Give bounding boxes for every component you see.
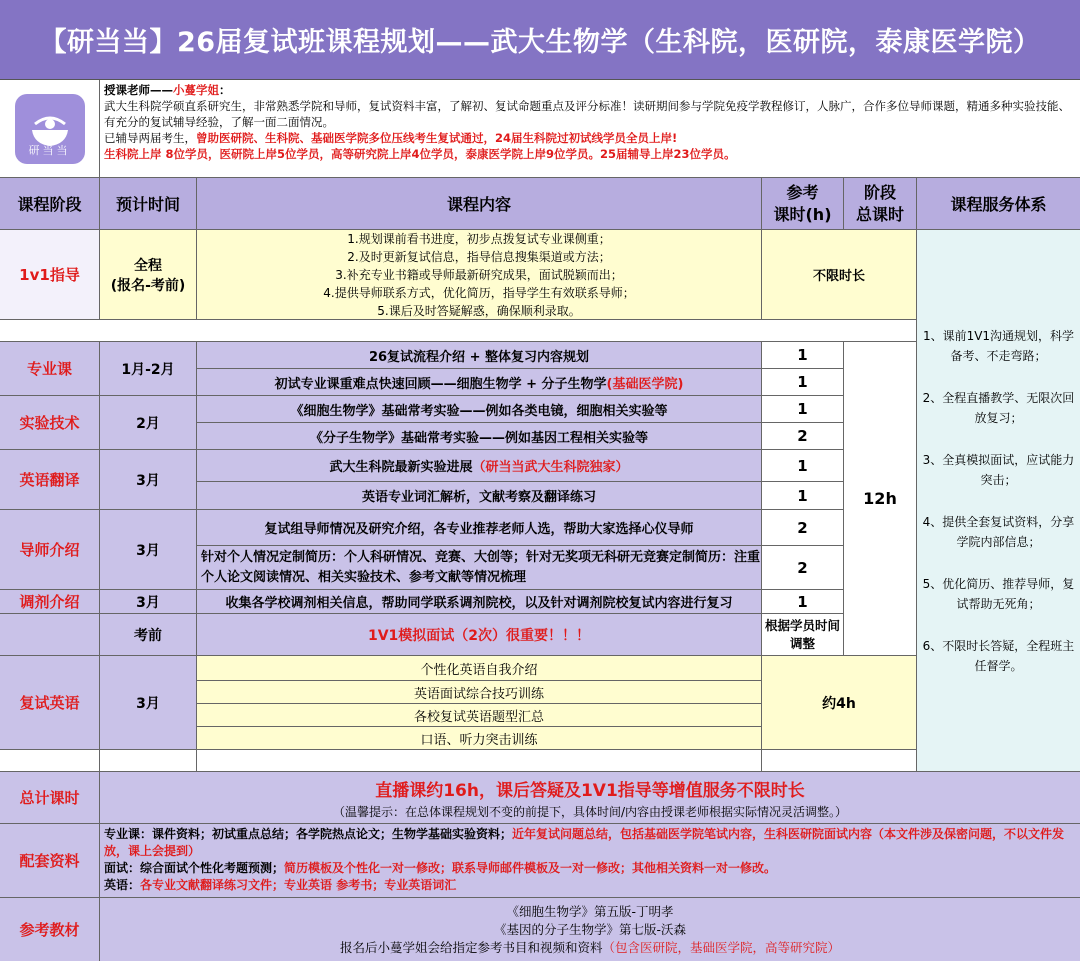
- materials-content: [100, 824, 1080, 898]
- course-row: [197, 369, 762, 396]
- header-service: 课程服务体系: [917, 178, 1080, 230]
- stage-lab: 实验技术: [0, 396, 100, 450]
- english-item: 口语、听力突击训练: [197, 727, 762, 750]
- spacer-cell: [197, 750, 762, 772]
- course-row: [197, 342, 762, 369]
- time-transfer: 3月: [100, 590, 197, 614]
- course-text: 复试组导师情况及研究介绍，各专业推荐老师人选，帮助大家选择心仪导师: [264, 522, 694, 537]
- header-time: 预计时间: [100, 178, 197, 230]
- page-title: 【研当当】26届复试班课程规划——武大生物学（生科院，医研院，泰康医学院）: [0, 0, 1080, 80]
- header-stage: 课程阶段: [0, 178, 100, 230]
- course-hours: 1: [762, 369, 844, 396]
- course-row: [197, 423, 762, 450]
- time-1v1-a: 全程: [134, 257, 162, 274]
- course-text: 26复试流程介绍 + 整体复习内容规划: [368, 349, 590, 365]
- stage-mock-blank: [0, 614, 100, 656]
- mock-interview-row: 1V1模拟面试（2次）很重要！！！: [197, 614, 762, 656]
- header-content: 课程内容: [197, 178, 762, 230]
- course-text: 收集各学校调剂相关信息，帮助同学联系调剂院校，以及针对调剂院校复试内容进行复习: [225, 596, 733, 611]
- books-label: 参考教材: [0, 898, 100, 961]
- time-1v1-b: (报名-考前): [110, 277, 186, 294]
- english-item: 英语面试综合技巧训练: [197, 681, 762, 704]
- guide-item: 1.规划课前看书进度，初步点拨复试专业课侧重；: [347, 231, 611, 246]
- intro-line-2-prefix: 已辅导两届考生，: [104, 131, 196, 145]
- service-item: 1、课前1V1沟通规划，科学备考、不走弯路；: [922, 328, 1075, 363]
- course-hours: 1: [762, 482, 844, 510]
- guide-item: 5.课后及时答疑解惑，确保顺利录取。: [377, 303, 581, 318]
- english-item: 个性化英语自我介绍: [197, 656, 762, 681]
- intro-line-1: 武大生科院学硕直系研究生，非常熟悉学院和导师，复试资料丰富，了解初、复试命题重点及评分标准！读研期间参与学院免疫学教程修订，人脉广，合作多位导师课题，精通多种实验技能、有充分的复试辅导经验，了解一面二面情况。: [104, 99, 1070, 129]
- service-item: 5、优化简历、推荐导师，复试帮助无死角；: [922, 576, 1075, 611]
- guide-item: 2.及时更新复试信息，指导信息搜集渠道或方法；: [347, 249, 611, 264]
- bowl-logo-icon: [15, 94, 85, 164]
- books-content: [100, 898, 1080, 961]
- time-english: 3月: [100, 656, 197, 750]
- service-item: 4、提供全套复试资料，分享学院内部信息；: [922, 514, 1075, 549]
- guide-content: [197, 230, 762, 320]
- time-mock: 考前: [100, 614, 197, 656]
- guide-item: 4.提供导师联系方式，优化简历，指导学生有效联系导师；: [323, 285, 635, 300]
- spacer-row: [0, 320, 917, 342]
- total-main: 直播课约16h，课后答疑及1V1指导等增值服务不限时长: [375, 780, 805, 801]
- course-row: [197, 482, 762, 510]
- spacer-cell: [762, 750, 917, 772]
- time-lab: 2月: [100, 396, 197, 450]
- course-text: 初试专业课重难点快速回顾——细胞生物学 + 分子生物学: [274, 376, 607, 392]
- course-text: 《分子生物学》基础常考实验——例如基因工程相关实验等: [309, 430, 648, 446]
- course-hours: 1: [762, 396, 844, 423]
- teacher-intro: [100, 80, 1080, 178]
- total-note: （温馨提示：在总体课程规划不变的前提下，具体时间/内容由授课老师根据实际情况灵活调整。）: [332, 804, 848, 819]
- time-major: 1月-2月: [100, 342, 197, 396]
- materials-interview: 面试：综合面试个性化考题预测；: [104, 861, 285, 875]
- course-hours: 2: [762, 423, 844, 450]
- service-list: [917, 230, 1080, 772]
- materials-english-red: 各专业文献翻译练习文件；专业英语 参考书；专业英语词汇: [140, 878, 457, 892]
- materials-label: 配套资料: [0, 824, 100, 898]
- course-row: [197, 590, 762, 614]
- header-stage-hours: 阶段 总课时: [844, 178, 917, 230]
- course-hours: 1: [762, 450, 844, 482]
- time-advisor: 3月: [100, 510, 197, 590]
- header-ref-hours: 参考 课时(h): [762, 178, 844, 230]
- course-hours: 1: [762, 590, 844, 614]
- spacer-cell: [0, 750, 100, 772]
- total-label: 总计课时: [0, 772, 100, 824]
- materials-major-red: 近年复试问题总结，包括基础医学院笔试内容，生科医研院面试内容（本文件涉及保密问题，不以文件发放，课上会提到）: [104, 827, 1065, 858]
- service-item: 6、不限时长答疑，全程班主任督学。: [922, 638, 1075, 673]
- service-item: 2、全程直播教学、无限次回放复习；: [922, 390, 1075, 425]
- guide-item: 3.补充专业书籍或导师最新研究成果，面试脱颖而出；: [335, 267, 623, 282]
- course-row: [197, 510, 762, 546]
- course-highlight: (基础医学院): [606, 376, 684, 392]
- stage-major: 专业课: [0, 342, 100, 396]
- course-text: 《细胞生物学》基础常考实验——例如各类电镜，细胞相关实验等: [290, 403, 668, 419]
- stage-english: 复试英语: [0, 656, 100, 750]
- course-hours: 2: [762, 546, 844, 590]
- course-text: 英语专业词汇解析，文献考察及翻译练习: [361, 490, 596, 505]
- stage-english-translation: 英语翻译: [0, 450, 100, 510]
- course-highlight: （研当当武大生科院独家）: [472, 460, 629, 475]
- logo-cell: [0, 80, 100, 178]
- mock-hours: 根据学员时间调整: [762, 614, 844, 656]
- course-row: [197, 546, 762, 590]
- service-item: 3、全真模拟面试，应试能力突击；: [922, 452, 1075, 487]
- english-item: 各校复试英语题型汇总: [197, 704, 762, 727]
- book-item: 《细胞生物学》第五版-丁明孝: [506, 903, 674, 919]
- materials-major: 专业课：课件资料；初试重点总结；各学院热点论文；生物学基础实验资料；: [104, 827, 513, 841]
- intro-line-3: 生科院上岸 8位学员，医研院上岸5位学员，高等研究院上岸4位学员，泰康医学院上岸9位学员。25届辅导上岸23位学员。: [104, 147, 736, 161]
- guide-hours: 不限时长: [762, 230, 917, 320]
- course-text: 武大生科院最新实验进展: [329, 460, 473, 475]
- time-english-translation: 3月: [100, 450, 197, 510]
- english-hours: 约4h: [762, 656, 917, 750]
- stage-1v1: 1v1指导: [0, 230, 100, 320]
- book-note: 报名后小蔓学姐会给指定参考书目和视频和资料: [339, 939, 603, 955]
- teacher-label: 授课老师——: [104, 83, 173, 97]
- total-content: [100, 772, 1080, 824]
- teacher-colon: ：: [219, 83, 231, 97]
- course-hours: 2: [762, 510, 844, 546]
- stage-total-hours: 12h: [844, 342, 917, 656]
- book-note-red: （包含医研院，基础医学院，高等研究院）: [602, 939, 841, 955]
- time-1v1: [100, 230, 197, 320]
- course-row: [197, 396, 762, 423]
- stage-advisor: 导师介绍: [0, 510, 100, 590]
- materials-english: 英语：: [104, 878, 141, 892]
- logo-text: 研当当: [28, 143, 71, 157]
- course-text: 针对个人情况定制简历：个人科研情况、竞赛、大创等；针对无奖项无科研无竞赛定制简历：注重个人论文阅读情况、相关实验技术、参考文献等情况梳理: [201, 549, 761, 585]
- course-hours: 1: [762, 342, 844, 369]
- spacer-cell: [100, 750, 197, 772]
- stage-transfer: 调剂介绍: [0, 590, 100, 614]
- course-row: [197, 450, 762, 482]
- teacher-name: 小蔓学姐: [173, 83, 219, 97]
- materials-interview-red: 简历模板及个性化一对一修改；联系导师邮件模板及一对一修改；其他相关资料一对一修改。: [284, 861, 777, 875]
- book-item: 《基因的分子生物学》第七版-沃森: [493, 921, 686, 937]
- intro-line-2-red: 曾助医研院、生科院、基础医学院多位压线考生复试通过，24届生科院过初试线学员全员上岸!: [196, 131, 678, 145]
